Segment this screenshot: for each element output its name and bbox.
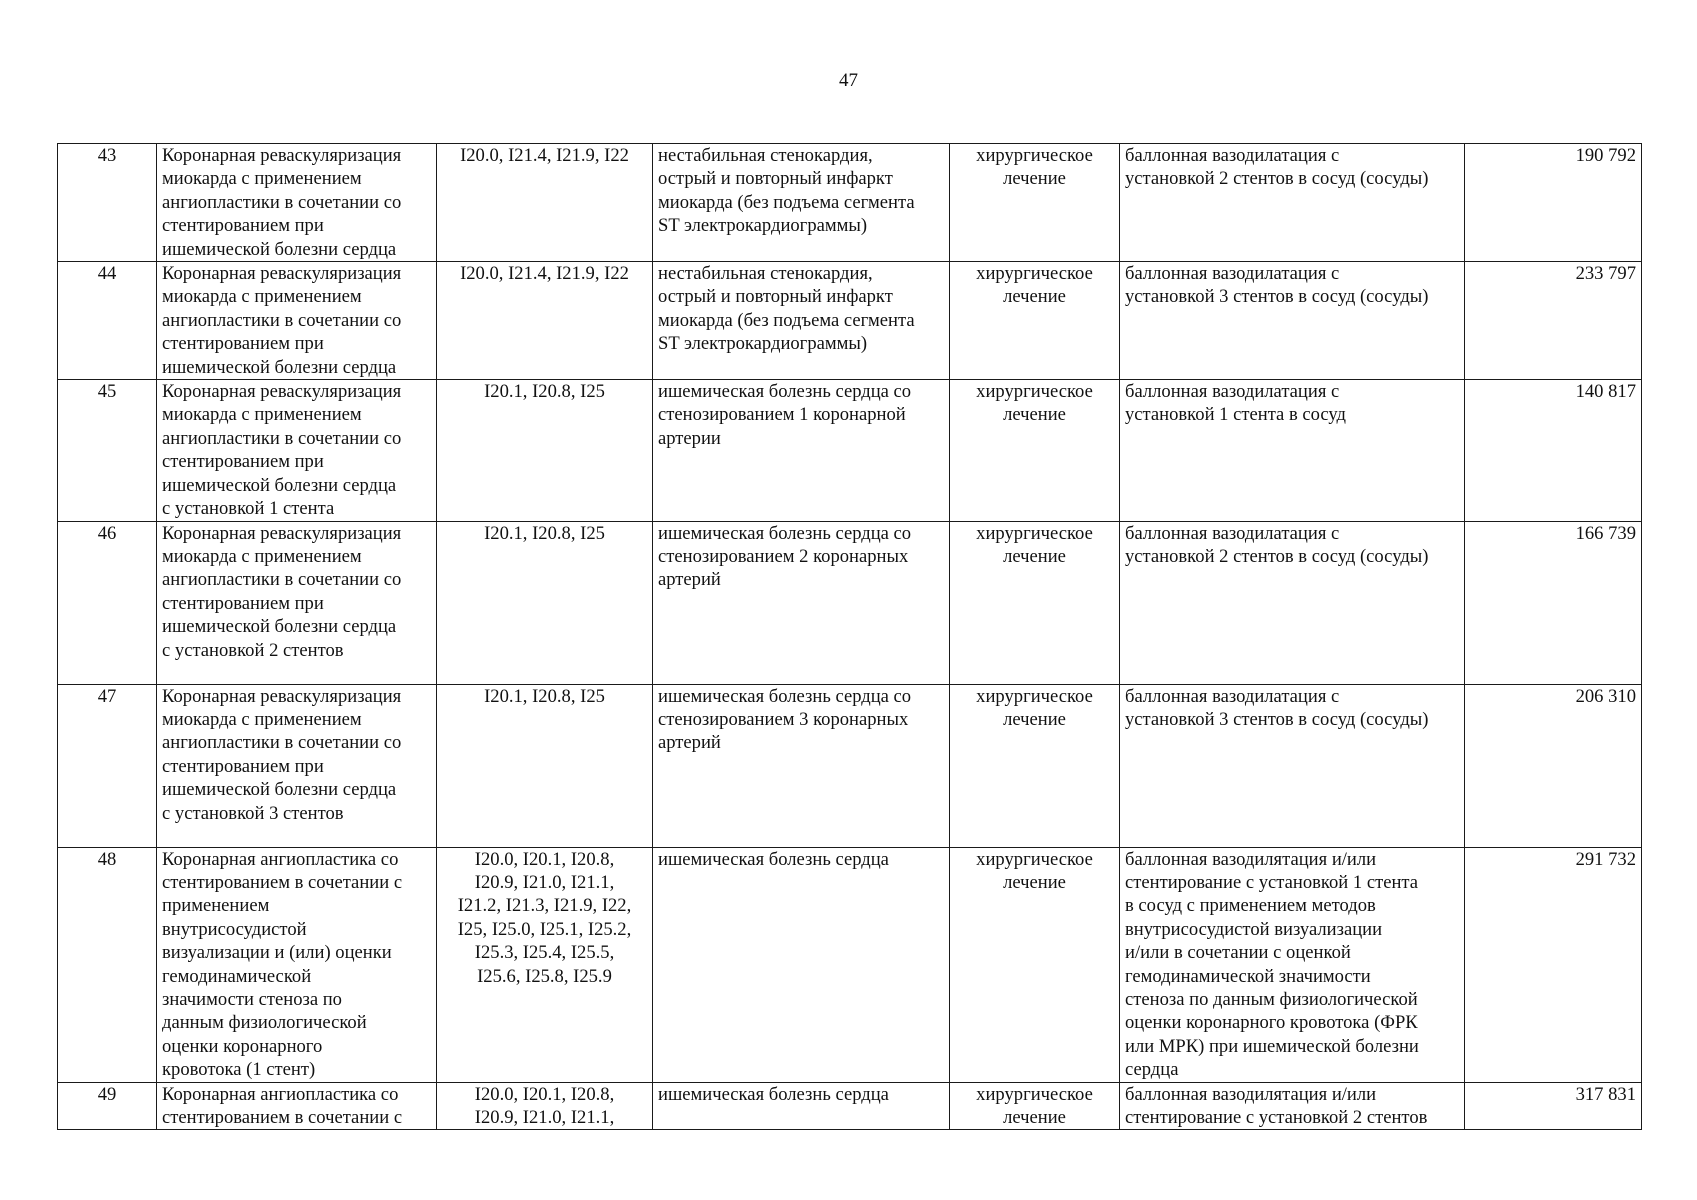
standard-cost-cell: 233 797 — [1465, 262, 1642, 380]
cell-text-line: нестабильная стенокардия, — [658, 145, 873, 166]
care-type-cell — [157, 262, 437, 380]
cell-text-line: Коронарная ангиопластика со — [162, 1083, 399, 1105]
treatment-method-cell — [1120, 521, 1465, 684]
cell-text-line: баллонная вазодилатация с — [1125, 145, 1340, 166]
cell-text-line: гемодинамической — [162, 965, 312, 987]
page-number: 47 — [839, 70, 858, 91]
cell-text-line: хирургическое — [976, 381, 1093, 403]
icd-codes-cell — [437, 847, 653, 1082]
cell-text-line: ишемическая болезнь сердца — [658, 848, 889, 870]
cell-text-line: визуализации и (или) оценки — [162, 942, 392, 964]
cell-text-line: применением — [162, 895, 270, 917]
care-type-cell — [157, 144, 437, 262]
cell-text-line: лечение — [1003, 1106, 1066, 1128]
cell-text-line: нестабильная стенокардия, — [658, 263, 873, 285]
cell-text-line: ишемической болезни сердца — [162, 356, 397, 378]
cell-text-line: артерии — [658, 427, 721, 449]
cell-text-line: ишемической болезни сердца — [162, 779, 397, 801]
cell-text-line: ишемической болезни сердца — [162, 474, 397, 496]
cell-text-line: ишемической болезни сердца — [162, 616, 397, 638]
cell-text-line: кровотока (1 стент) — [162, 1059, 316, 1081]
cell-text-line: ишемическая болезнь сердца со — [658, 522, 912, 544]
cell-text-line: установкой 3 стентов в сосуд (сосуды) — [1125, 708, 1429, 730]
row-number-cell: 48 — [58, 847, 157, 1082]
icd-codes-cell — [437, 144, 653, 262]
treatment-method-cell — [1120, 847, 1465, 1082]
row-number-cell: 49 — [58, 1082, 157, 1130]
tariff-table — [57, 143, 1642, 1130]
cell-text-line: I20.1, I20.8, I25 — [484, 685, 605, 707]
treatment-type-cell — [950, 262, 1120, 380]
table-body — [58, 144, 1642, 1130]
treatment-method-cell — [1120, 1082, 1465, 1130]
cell-text-line: миокарда с применением — [162, 168, 362, 190]
cell-text-line: ангиопластики в сочетании со — [162, 732, 402, 754]
cell-text-line: внутрисосудистой визуализации — [1125, 918, 1383, 940]
row-number-cell: 47 — [58, 684, 157, 847]
cell-text-line: лечение — [1003, 168, 1066, 190]
icd-codes-cell — [437, 684, 653, 847]
patient-model-cell — [653, 847, 950, 1082]
cell-text-line: баллонная вазодилятация и/или — [1125, 848, 1377, 870]
cell-text-line: стентированием в сочетании с — [162, 871, 403, 893]
cell-text-line: ангиопластики в сочетании со — [162, 309, 402, 331]
cell-text-line: I20.0, I20.1, I20.8, — [474, 848, 615, 870]
treatment-type-cell — [950, 1082, 1120, 1130]
cell-text-line: баллонная вазодилятация и/или — [1125, 1083, 1377, 1105]
cell-text-line: ангиопластики в сочетании со — [162, 191, 402, 213]
cell-text-line: установкой 3 стентов в сосуд (сосуды) — [1125, 286, 1429, 308]
standard-cost-cell: 317 831 — [1465, 1082, 1642, 1130]
icd-codes-cell — [437, 521, 653, 684]
cell-text-line: лечение — [1003, 545, 1066, 567]
cell-text-line: хирургическое — [976, 685, 1093, 707]
treatment-method-cell — [1120, 380, 1465, 521]
cell-text-line: I21.2, I21.3, I21.9, I22, — [457, 895, 632, 917]
standard-cost-cell: 190 792 — [1465, 144, 1642, 262]
cell-text-line: лечение — [1003, 708, 1066, 730]
patient-model-cell — [653, 1082, 950, 1130]
cell-text-line: ишемическая болезнь сердца со — [658, 685, 912, 707]
cell-text-line: ST электрокардиограммы) — [658, 333, 868, 355]
cell-text-line: Коронарная реваскуляризация — [162, 263, 402, 285]
cell-text-line: ST электрокардиограммы) — [658, 215, 868, 237]
cell-text-line: хирургическое — [976, 522, 1093, 544]
patient-model-cell — [653, 380, 950, 521]
row-number-cell: 45 — [58, 380, 157, 521]
icd-codes-cell — [437, 1082, 653, 1130]
cell-text-line: ишемической болезни сердца — [162, 238, 397, 260]
patient-model-cell — [653, 684, 950, 847]
cell-text-line: оценки коронарного — [162, 1035, 323, 1057]
cell-text-line: миокарда (без подъема сегмента — [658, 191, 915, 213]
treatment-method-cell — [1120, 144, 1465, 262]
table-row — [58, 521, 1642, 684]
cell-text-line: стентированием при — [162, 451, 324, 473]
cell-text-line: хирургическое — [976, 1083, 1093, 1105]
cell-text-line: внутрисосудистой — [162, 918, 307, 940]
cell-text-line: острый и повторный инфаркт — [658, 168, 893, 190]
treatment-method-cell — [1120, 262, 1465, 380]
cell-text-line: I25.6, I25.8, I25.9 — [477, 965, 612, 987]
cell-text-line: артерий — [658, 569, 721, 591]
cell-text-line: I25.3, I25.4, I25.5, — [474, 942, 615, 964]
cell-text-line: стенозированием 3 коронарных — [658, 708, 909, 730]
icd-codes-cell — [437, 262, 653, 380]
cell-text-line: миокарда с применением — [162, 708, 362, 730]
cell-text-line: установкой 2 стентов в сосуд (сосуды) — [1125, 545, 1429, 567]
cell-text-line: значимости стеноза по — [162, 988, 342, 1010]
cell-text-line: стентированием при — [162, 215, 324, 237]
table-row — [58, 262, 1642, 380]
cell-text-line: стенозированием 2 коронарных — [658, 545, 909, 567]
cell-text-line: стеноза по данным физиологической — [1125, 988, 1418, 1010]
cell-text-line: стентирование с установкой 1 стента — [1125, 871, 1419, 893]
cell-text-line: установкой 2 стентов в сосуд (сосуды) — [1125, 168, 1429, 190]
cell-text-line: I20.0, I21.4, I21.9, I22 — [460, 145, 629, 166]
cell-text-line: стенозированием 1 коронарной — [658, 404, 906, 426]
cell-text-line: с установкой 1 стента — [162, 498, 335, 520]
cell-text-line: стентированием при — [162, 592, 324, 614]
cell-text-line: I20.1, I20.8, I25 — [484, 522, 605, 544]
cell-text-line: миокарда с применением — [162, 545, 362, 567]
cell-text-line: артерий — [658, 732, 721, 754]
cell-text-line: данным физиологической — [162, 1012, 367, 1034]
cell-text-line: хирургическое — [976, 848, 1093, 870]
cell-text-line: I20.9, I21.0, I21.1, — [474, 1106, 615, 1128]
cell-text-line: острый и повторный инфаркт — [658, 286, 893, 308]
cell-text-line: I20.0, I21.4, I21.9, I22 — [460, 263, 629, 285]
row-number-cell: 44 — [58, 262, 157, 380]
cell-text-line: миокарда (без подъема сегмента — [658, 309, 915, 331]
table-row — [58, 1082, 1642, 1130]
cell-text-line: лечение — [1003, 286, 1066, 308]
table-row — [58, 847, 1642, 1082]
standard-cost-cell: 166 739 — [1465, 521, 1642, 684]
cell-text-line: и/или в сочетании с оценкой — [1125, 942, 1351, 964]
care-type-cell — [157, 380, 437, 521]
cell-text-line: баллонная вазодилатация с — [1125, 381, 1340, 403]
cell-text-line: Коронарная реваскуляризация — [162, 145, 402, 166]
cell-text-line: Коронарная реваскуляризация — [162, 381, 402, 403]
row-number-cell: 43 — [58, 144, 157, 262]
cell-text-line: ангиопластики в сочетании со — [162, 569, 402, 591]
treatment-method-cell — [1120, 684, 1465, 847]
cell-text-line: хирургическое — [976, 145, 1093, 166]
treatment-type-cell — [950, 380, 1120, 521]
cell-text-line: хирургическое — [976, 263, 1093, 285]
row-number-cell: 46 — [58, 521, 157, 684]
cell-text-line: I25, I25.0, I25.1, I25.2, — [457, 918, 632, 940]
cell-text-line: в сосуд с применением методов — [1125, 895, 1376, 917]
treatment-type-cell — [950, 144, 1120, 262]
cell-text-line: оценки коронарного кровотока (ФРК — [1125, 1012, 1418, 1034]
cell-text-line: ишемическая болезнь сердца со — [658, 381, 912, 403]
cell-text-line: миокарда с применением — [162, 286, 362, 308]
table-row — [58, 144, 1642, 262]
cell-text-line: баллонная вазодилатация с — [1125, 685, 1340, 707]
cell-text-line: с установкой 2 стентов — [162, 639, 344, 661]
cell-text-line: или МРК) при ишемической болезни — [1125, 1035, 1419, 1057]
cell-text-line: миокарда с применением — [162, 404, 362, 426]
patient-model-cell — [653, 521, 950, 684]
cell-text-line: стентированием в сочетании с — [162, 1106, 403, 1128]
cell-text-line: Коронарная реваскуляризация — [162, 685, 402, 707]
cell-text-line: ишемическая болезнь сердца — [658, 1083, 889, 1105]
cell-text-line: I20.1, I20.8, I25 — [484, 381, 605, 403]
standard-cost-cell: 140 817 — [1465, 380, 1642, 521]
treatment-type-cell — [950, 847, 1120, 1082]
care-type-cell — [157, 684, 437, 847]
care-type-cell — [157, 847, 437, 1082]
table-row — [58, 684, 1642, 847]
standard-cost-cell: 206 310 — [1465, 684, 1642, 847]
patient-model-cell — [653, 144, 950, 262]
cell-text-line: с установкой 3 стентов — [162, 802, 344, 824]
cell-text-line: лечение — [1003, 404, 1066, 426]
care-type-cell — [157, 1082, 437, 1130]
cell-text-line: баллонная вазодилатация с — [1125, 522, 1340, 544]
cell-text-line: гемодинамической значимости — [1125, 965, 1371, 987]
table-row — [58, 380, 1642, 521]
cell-text-line: сердца — [1125, 1059, 1179, 1081]
cell-text-line: Коронарная реваскуляризация — [162, 522, 402, 544]
cell-text-line: Коронарная ангиопластика со — [162, 848, 399, 870]
cell-text-line: лечение — [1003, 871, 1066, 893]
cell-text-line: установкой 1 стента в сосуд — [1125, 404, 1346, 426]
cell-text-line: баллонная вазодилатация с — [1125, 263, 1340, 285]
patient-model-cell — [653, 262, 950, 380]
care-type-cell — [157, 521, 437, 684]
treatment-type-cell — [950, 684, 1120, 847]
cell-text-line: ангиопластики в сочетании со — [162, 427, 402, 449]
cell-text-line: стентирование с установкой 2 стентов — [1125, 1106, 1428, 1128]
standard-cost-cell: 291 732 — [1465, 847, 1642, 1082]
cell-text-line: стентированием при — [162, 755, 324, 777]
treatment-type-cell — [950, 521, 1120, 684]
cell-text-line: стентированием при — [162, 333, 324, 355]
cell-text-line: I20.0, I20.1, I20.8, — [474, 1083, 615, 1105]
cell-text-line: I20.9, I21.0, I21.1, — [474, 871, 615, 893]
icd-codes-cell — [437, 380, 653, 521]
